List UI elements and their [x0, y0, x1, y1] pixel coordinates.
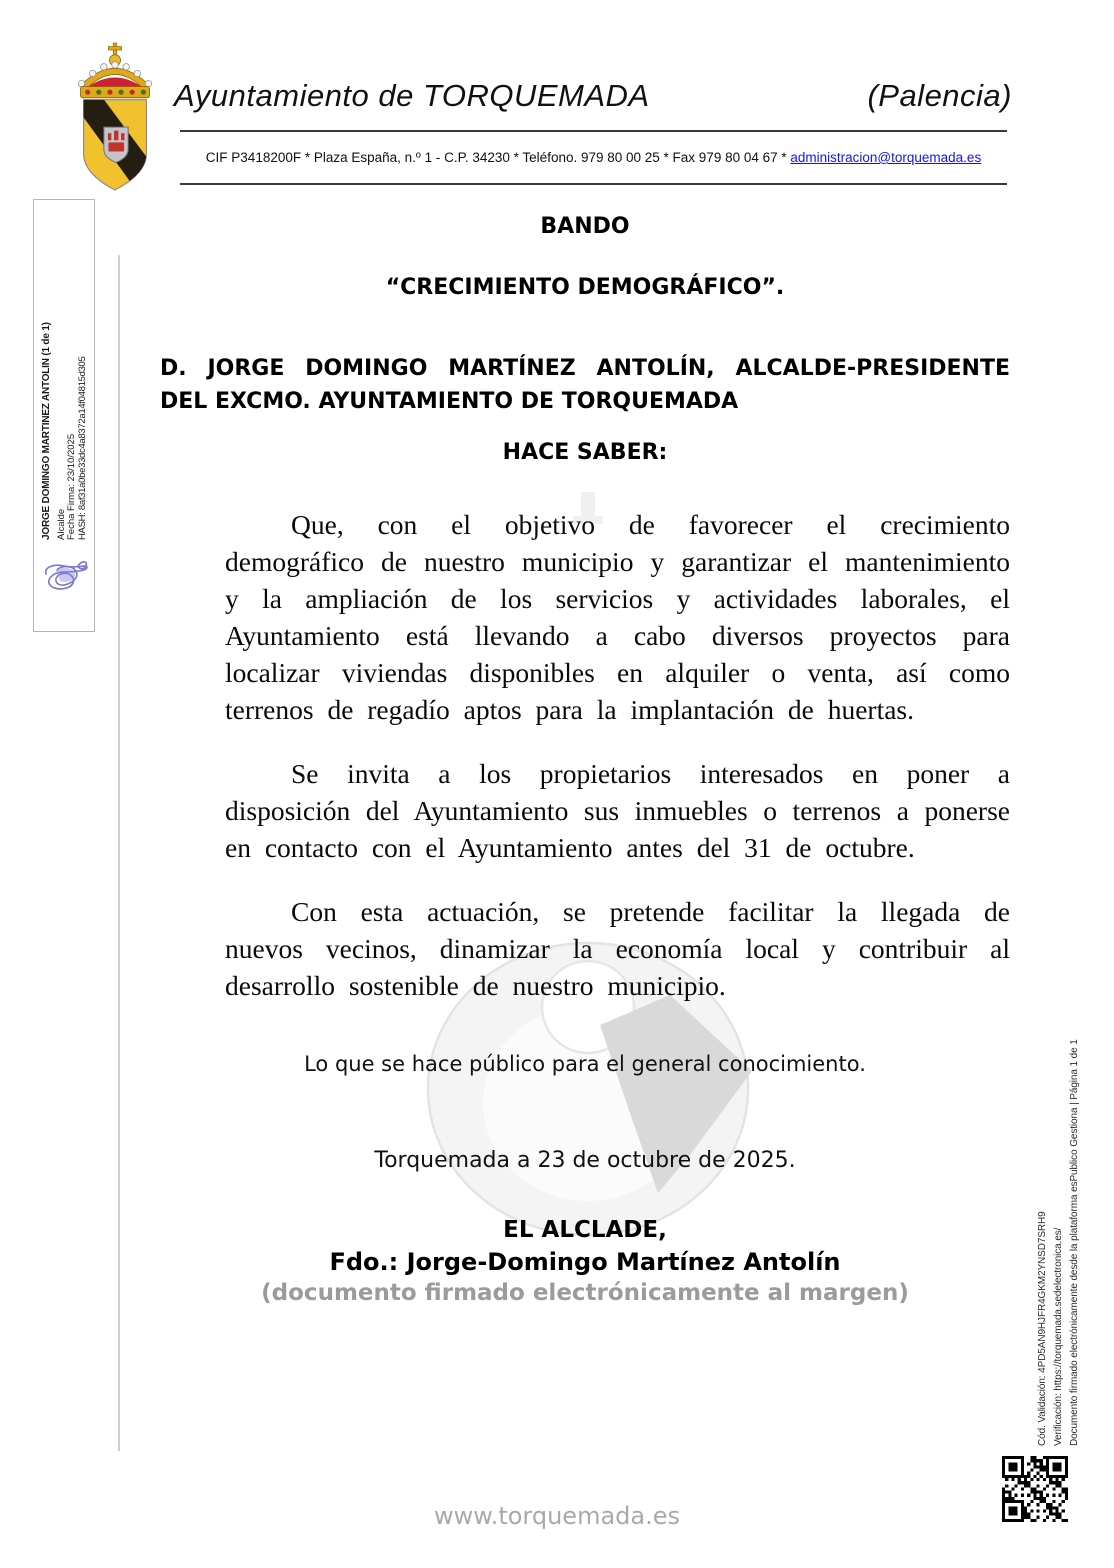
validation-code-vertical: Cód. Validación: 4PD5AN9HJFR4GKM2YNSD7SRH9 — [1037, 1211, 1048, 1446]
header-divider-bottom — [180, 183, 1007, 185]
signature-title: EL ALCLADE, — [503, 1217, 667, 1243]
paragraph-3: Con esta actuación, se pretende facilitar la llegada de nuevos vecinos, dinamizar la economía local y contribuir al desarrollo sostenible de nuestro municipio. — [225, 896, 1010, 1001]
signature-date-vertical: Fecha Firma: 23/10/2025 — [66, 433, 77, 540]
platform-note-vertical: Documento firmado electrónicamente desde la plataforma esPublico Gestiona | Página 1 de 1 — [1069, 1039, 1080, 1446]
issuer-line-2: DEL EXCMO. AYUNTAMIENTO DE TORQUEMADA — [160, 389, 739, 414]
place-date-line: Torquemada a 23 de octubre de 2025. — [374, 1148, 796, 1173]
document-body — [160, 506, 1010, 1306]
issuer-line-1: D. JORGE DOMINGO MARTÍNEZ ANTOLÍN, ALCALDE-PRESIDENTE — [160, 356, 1010, 381]
hace-saber-heading: HACE SABER: — [502, 440, 668, 465]
signature-hash-vertical: HASH: 8af31a0be33dc4a8372a14f04815d305 — [77, 356, 88, 540]
verification-url-vertical: Verificación: https://torquemada.sedelectronica.es/ — [1053, 1227, 1064, 1446]
content-left-border — [118, 255, 120, 1451]
footer-website: www.torquemada.es — [434, 1502, 680, 1530]
signer-role-vertical: Alcalde — [56, 508, 67, 540]
document-title: BANDO — [540, 214, 630, 239]
header-divider-top — [180, 130, 1007, 132]
signature-note: (documento firmado electrónicamente al margen) — [261, 1280, 909, 1306]
signer-name-vertical: JORGE DOMINGO MARTINEZ ANTOLIN (1 de 1) — [41, 322, 52, 540]
paragraph-2: Se invita a los propietarios interesados en poner a disposición del Ayuntamiento sus inmuebles o terrenos a ponerse en contacto con el Ayuntamiento antes del 31 de octubre. — [225, 758, 1010, 863]
coat-of-arms-torquemada — [64, 42, 166, 194]
org-name: Ayuntamiento de TORQUEMADA — [174, 78, 650, 113]
contact-details: CIF P3418200F * Plaza España, n.º 1 - C.P. 34230 * Teléfono. 979 80 00 25 * Fax 979 80 04 67 * — [205, 150, 791, 165]
issuer-statement — [160, 352, 1010, 418]
signature-name: Fdo.: Jorge-Domingo Martínez Antolín — [329, 1248, 841, 1276]
handwritten-signature-icon — [42, 552, 90, 598]
public-notice-line: Lo que se hace público para el general conocimiento. — [304, 1052, 866, 1076]
org-province: (Palencia) — [867, 78, 1012, 113]
document-subtitle: “CRECIMIENTO DEMOGRÁFICO”. — [385, 275, 785, 300]
contact-email-link[interactable]: administracion@torquemada.es — [790, 150, 982, 165]
paragraph-1: Que, con el objetivo de favorecer el crecimiento demográfico de nuestro municipio y garantizar el mantenimiento y la ampliación de los servicios y actividades laborales, el Ayuntamiento está llevando a cabo diversos proyectos para localizar viviendas disponibles en alquiler o venta, así como terrenos de regadío aptos para la implantación de huertas. — [225, 509, 1010, 725]
contact-line — [180, 150, 1007, 165]
